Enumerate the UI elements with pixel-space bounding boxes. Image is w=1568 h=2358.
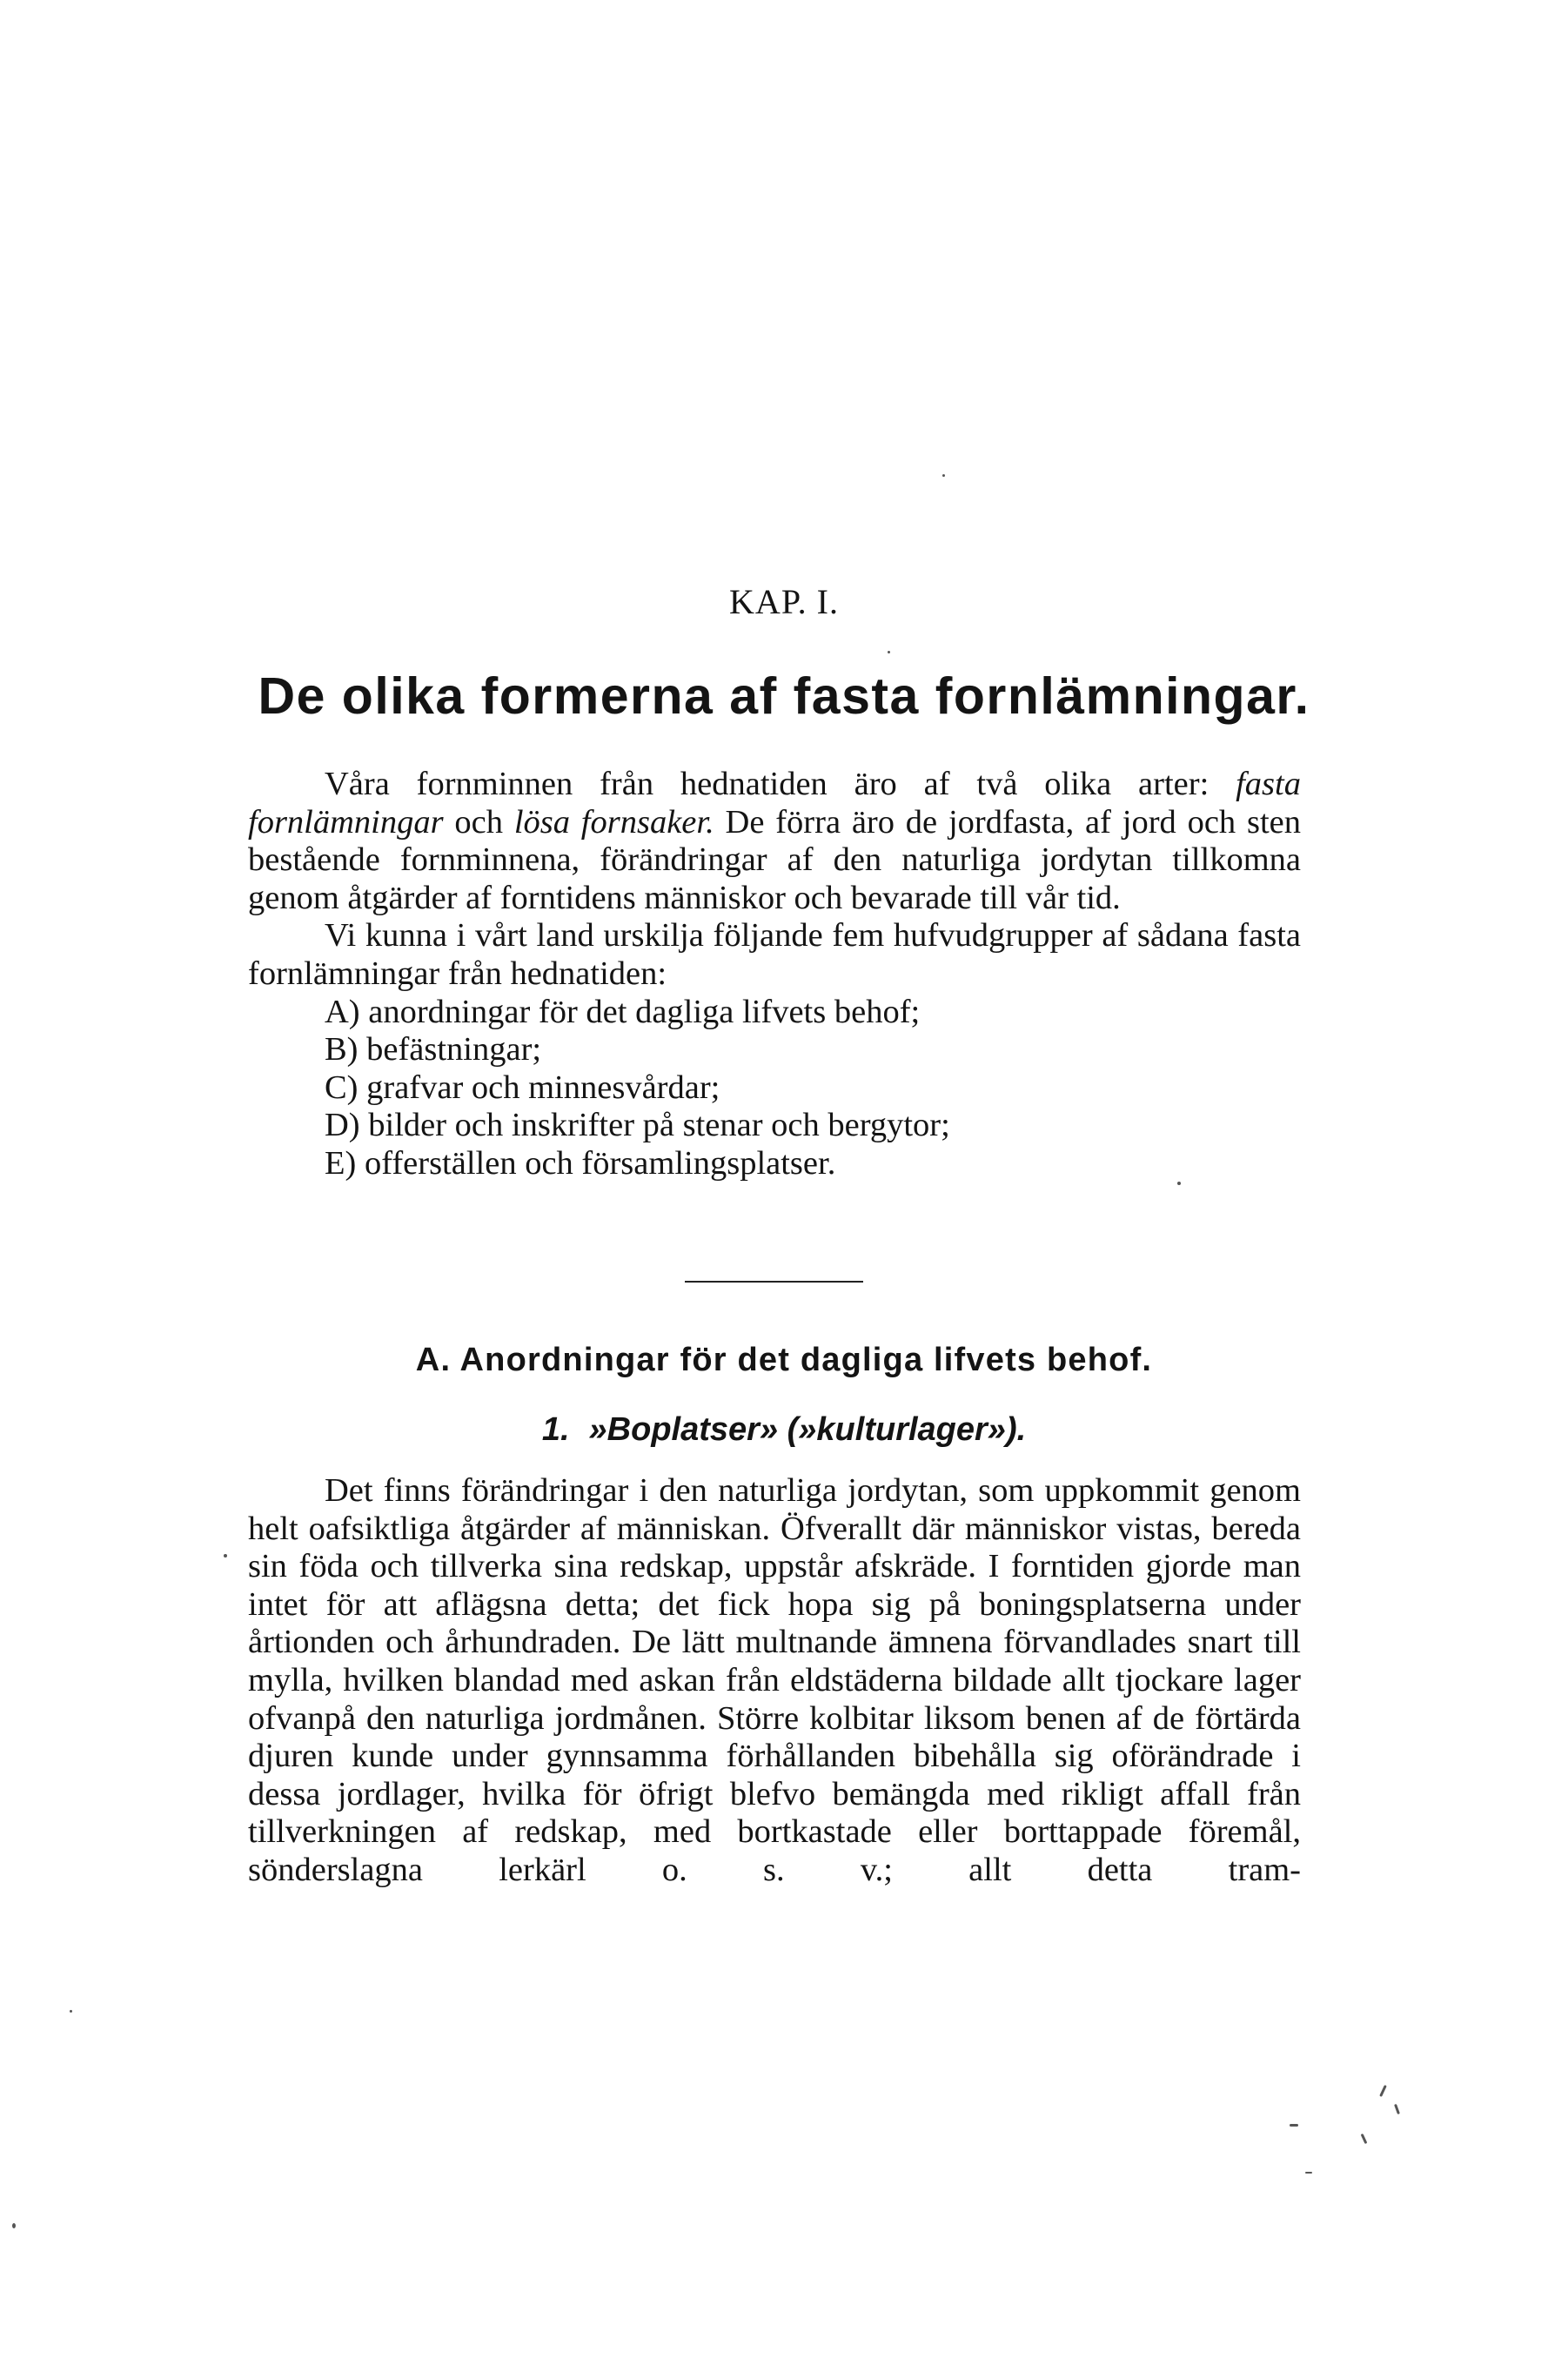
term-losa-fornsaker: lösa fornsaker. [513, 803, 714, 841]
list-item: C) grafvar och minnesvårdar; [325, 1068, 720, 1106]
scan-speck [1394, 2104, 1400, 2114]
subsection-number: 1. [541, 1411, 570, 1448]
intro-paragraph-1: Våra fornminnen från hednatiden äro af två olika arter: fasta fornlämningar och lösa fornsaker. De förra äro de jordfasta, af jord och sten bestående fornminnena, förändringar af den naturliga jordytan tillkomna genom åtgärder af forntidens människor och bevarade till vår tid. [248, 766, 1302, 916]
term-fasta-fornlamningar: fasta fornlämningar [248, 766, 1301, 841]
list-item: A) anordningar för det dagliga lifvets behof; [325, 993, 921, 1030]
chapter-label: KAP. I. [729, 582, 839, 621]
list-item: B) befästningar; [325, 1031, 542, 1068]
scan-speck [224, 1554, 227, 1557]
groups-list [248, 994, 1301, 1183]
intro-text [248, 766, 1301, 1183]
scan-speck [1361, 2134, 1368, 2144]
scan-speck [1379, 2085, 1387, 2097]
scan-speck [1290, 2124, 1298, 2127]
scan-speck [1305, 2172, 1312, 2174]
section-paragraph: Det finns förändringar i den naturliga jordytan, som uppkommit genom helt oafsiktliga åtgärder af människan. Öfverallt där människor vistas, bereda sin föda och tillverka sina redskap, uppstår afskräde. I forntiden gjorde man intet för att aflägsna detta; det fick hopa sig på boningsplatserna under årtionden och århundraden. De lätt multnande ämnena förvandlades snart till mylla, hvilken blandad med askan från eldstäderna bildade allt tjockare lager ofvanpå den naturliga jordmånen. Större kolbitar liksom benen af de förtärda djuren kunde under gynnsamma förhållanden bibehålla sig oförändrade i dessa jordlager, hvilka för öfrigt blefvo bemängda med rikligt affall från tillverkningen af redskap, med bortkastade eller borttappade föremål, sönderslagna lerkärl o. s. v.; allt detta tram- [248, 1472, 1301, 1888]
list-item: E) offerställen och församlingsplatser. [325, 1144, 836, 1182]
section-text [248, 1472, 1301, 1890]
scan-speck [942, 474, 945, 477]
section-divider [685, 1281, 863, 1283]
list-item: D) bilder och inskrifter på stenar och bergytor; [325, 1107, 950, 1144]
scan-speck [70, 2010, 72, 2013]
scan-speck [12, 2223, 16, 2228]
section-title: A. Anordningar för det dagliga lifvets behof. [415, 1342, 1153, 1378]
scan-speck [1177, 1182, 1181, 1185]
scan-speck [888, 651, 890, 653]
subsection-heading: »Boplatser» (»kulturlager»). [588, 1411, 1027, 1448]
chapter-title: De olika formerna af fasta fornlämningar. [258, 667, 1310, 725]
subsection-title [0, 1411, 1568, 1449]
intro-paragraph-2: Vi kunna i vårt land urskilja följande fem hufvudgrupper af sådana fasta fornlämningar från hednatiden: [248, 917, 1301, 992]
